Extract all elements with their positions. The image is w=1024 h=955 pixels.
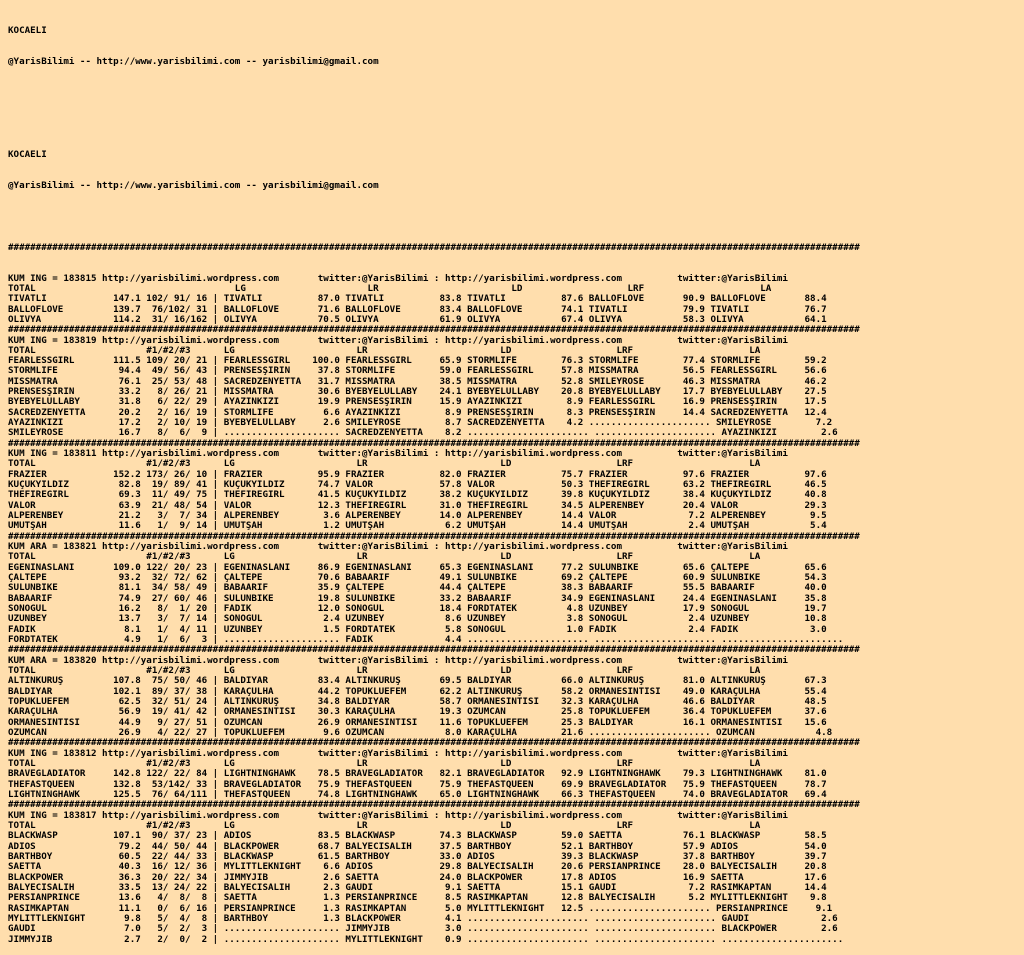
result-line: KUM ING = 183815 http://yarisbilimi.wordpress.com twitter:@YarisBilimi : http://yarisbilimi.wordpress.com twitter:@YarisBilimi (8, 273, 788, 284)
result-line: VALOR 63.9 21/ 48/ 54 | VALOR 12.3 THEFIREGIRL 31.0 THEFIREGIRL 34.5 ALPERENBEY 20.4 VALOR 29.3 (8, 500, 827, 511)
result-line: KUM ING = 183817 http://yarisbilimi.wordpress.com twitter:@YarisBilimi : http://yarisbilimi.wordpress.com twitter:@YarisBilimi (8, 810, 788, 821)
result-line: KUM ING = 183812 http://yarisbilimi.wordpress.com twitter:@YarisBilimi : http://yarisbilimi.wordpress.com twitter:@YarisBilimi (8, 748, 788, 759)
result-line: TOTAL #1/#2/#3 LG LR LD LRF LA (8, 459, 761, 470)
result-line: GAUDI 7.0 5/ 2/ 3 | ..................... JIMMYJIB 3.0 ...................... ...................... BLACKPOWER 2.6 (8, 924, 838, 935)
result-line: KUM ING = 183811 http://yarisbilimi.wordpress.com twitter:@YarisBilimi : http://yarisbilimi.wordpress.com twitter:@YarisBilimi (8, 449, 788, 460)
result-line: STORMLIFE 94.4 49/ 56/ 43 | PRENSESŞİRİN 37.8 STORMLIFE 59.0 FEARLESSGIRL 57.8 MISSMATRA 56.5 FEARLESSGIRL 56.6 (8, 366, 827, 377)
result-line: ########################################################################################################################################################## (8, 645, 860, 656)
result-line: TOTAL #1/#2/#3 LG LR LD LRF LA (8, 552, 761, 563)
result-line: BLACKPOWER 36.3 20/ 22/ 34 | JIMMYJIB 2.6 SAETTA 24.0 BLACKPOWER 17.8 ADIOS 16.9 SAETTA 17.6 (8, 872, 827, 883)
result-line: KUM ARA = 183821 http://yarisbilimi.wordpress.com twitter:@YarisBilimi : http://yarisbilimi.wordpress.com twitter:@YarisBilimi (8, 542, 788, 553)
result-line: EGENİNASLANI 109.0 122/ 20/ 23 | EGENİNASLANI 86.9 EGENİNASLANI 65.3 EGENİNASLANI 77.2 SULUNBİKE 65.6 ÇALTEPE 65.6 (8, 562, 827, 573)
result-line: BALDIYAR 102.1 89/ 37/ 38 | KARAÇULHA 44.2 TOPUKLUEFEM 62.2 ALTINKURUŞ 58.2 ORMANESİNTİSİ 49.0 KARAÇULHA 55.4 (8, 686, 827, 697)
separator-line: ########################################################################################################################################################## (8, 242, 860, 253)
result-line: ########################################################################################################################################################## (8, 800, 860, 811)
result-line: FORDTATEK 4.9 1/ 6/ 3 | ..................... FADİK 4.4 ...................... ...................... ...................... (8, 635, 844, 646)
result-line: THEFIREGIRL 69.3 11/ 49/ 75 | THEFIREGIRL 41.5 KUÇUKYILDIZ 38.2 KUÇUKYILDIZ 39.8 KUÇUKYILDIZ 38.4 KUÇUKYILDIZ 40.8 (8, 490, 827, 501)
contact-line: @YarisBilimi -- http://www.yarisbilimi.com -- yarisbilimi@gmail.com (8, 180, 379, 191)
result-line: TOTAL #1/#2/#3 LG LR LD LRF LA (8, 666, 761, 676)
result-line: RASIMKAPTAN 11.1 0/ 6/ 16 | PERSIANPRINCE 1.3 RASIMKAPTAN 5.0 MYLITTLEKNIGHT 12.5 ...................... PERSIANPRINCE 9.1 (8, 903, 833, 914)
race-tables (8, 274, 1024, 945)
result-line: FADİK 8.1 1/ 4/ 11 | UZUNBEY 1.5 FORDTATEK 5.8 SONOGUL 1.0 FADİK 2.4 FADİK 3.0 (8, 624, 827, 635)
result-line: SMILEYROSE 16.7 8/ 6/ 9 | ..................... SACREDZENYETTA 8.2 ...................... ...................... AYAZINKIZI 2.6 (8, 428, 838, 439)
result-line: MYLITTLEKNIGHT 9.8 5/ 4/ 8 | BARTHBOY 1.3 BLACKPOWER 4.1 ...................... ...................... GAUDI 2.6 (8, 913, 838, 924)
result-line: ########################################################################################################################################################## (8, 738, 860, 749)
result-line: BABAARİF 74.9 27/ 60/ 46 | SULUNBİKE 19.8 SULUNBİKE 33.2 BABAARİF 34.9 EGENİNASLANI 24.4 EGENİNASLANI 35.8 (8, 593, 827, 604)
result-line: FRAZIER 152.2 173/ 26/ 10 | FRAZIER 95.9 FRAZIER 82.0 FRAZIER 75.7 FRAZIER 97.6 FRAZIER 97.6 (8, 469, 827, 480)
result-line: TOTAL LG LR LD LRF LA (8, 283, 772, 294)
result-line: MISSMATRA 76.1 25/ 53/ 48 | SACREDZENYETTA 31.7 MISSMATRA 38.5 MISSMATRA 52.8 SMILEYROSE 46.3 MISSMATRA 46.2 (8, 376, 827, 387)
city-title: KOCAELI (8, 149, 47, 160)
result-line: KUM ARA = 183820 http://yarisbilimi.wordpress.com twitter:@YarisBilimi : http://yarisbilimi.wordpress.com twitter:@YarisBilimi (8, 655, 788, 666)
result-line: LIGHTNINGHAWK 125.5 76/ 64/111 | THEFASTQUEEN 74.8 LIGHTNINGHAWK 65.0 LIGHTNINGHAWK 66.3 THEFASTQUEEN 74.0 BRAVEGLADIATOR 69.4 (8, 789, 827, 800)
result-line: TOTAL #1/#2/#3 LG LR LD LRF LA (8, 345, 761, 356)
result-line: SACREDZENYETTA 20.2 2/ 16/ 19 | STORMLIFE 6.6 AYAZINKIZI 8.9 PRENSESŞİRİN 8.3 PRENSESŞİRİN 14.4 SACREDZENYETTA 12.4 (8, 407, 827, 418)
result-line: ÖZUMCAN 26.9 4/ 22/ 27 | TOPUKLUEFEM 9.6 ÖZUMCAN 8.0 KARAÇULHA 21.6 ...................... ÖZUMCAN 4.8 (8, 727, 833, 738)
result-line: SULUNBİKE 81.1 34/ 58/ 49 | BABAARİF 35.9 ÇALTEPE 44.4 ÇALTEPE 38.3 BABAARİF 55.5 BABAARİF 40.0 (8, 583, 827, 594)
result-line: ALTINKURUŞ 107.8 75/ 50/ 46 | BALDIYAR 83.4 ALTINKURUŞ 69.5 BALDIYAR 66.0 ALTINKURUŞ 81.0 ALTINKURUŞ 67.3 (8, 676, 827, 687)
result-line: ########################################################################################################################################################## (8, 531, 860, 542)
result-line: BALYECİSALİH 33.5 13/ 24/ 22 | BALYECİSALİH 2.3 GAUDI 9.1 SAETTA 15.1 GAUDI 7.2 RASIMKAPTAN 14.4 (8, 882, 827, 893)
result-line: TOPUKLUEFEM 62.5 32/ 51/ 24 | ALTINKURUŞ 34.8 BALDIYAR 58.7 ORMANESİNTİSİ 32.3 KARAÇULHA 46.6 BALDIYAR 48.5 (8, 696, 827, 707)
result-line: ORMANESİNTİSİ 44.9 9/ 27/ 51 | ÖZUMCAN 26.9 ORMANESİNTİSİ 11.6 TOPUKLUEFEM 25.3 BALDIYAR 16.1 ORMANESİNTİSİ 15.6 (8, 717, 827, 728)
result-line: OLIVYA 114.2 31/ 16/162 | OLIVYA 70.5 OLIVYA 61.9 OLIVYA 67.4 OLIVYA 58.3 OLIVYA 64.1 (8, 314, 827, 325)
result-line: KUÇUKYILDIZ 82.8 19/ 89/ 41 | KUÇUKYILDIZ 74.7 VALOR 57.8 VALOR 50.3 THEFIREGIRL 63.2 THEFIREGIRL 46.5 (8, 480, 827, 491)
result-line: UZUNBEY 13.7 3/ 7/ 14 | SONOGUL 2.4 UZUNBEY 8.6 UZUNBEY 3.8 SONOGUL 2.4 UZUNBEY 10.8 (8, 614, 827, 625)
result-line: ADIOS 79.2 44/ 50/ 44 | BLACKPOWER 68.7 BALYECİSALİH 37.5 BARTHBOY 52.1 BARTHBOY 57.9 ADIOS 54.0 (8, 841, 827, 852)
result-line: SONOGUL 16.2 8/ 1/ 20 | FADİK 12.0 SONOGUL 18.4 FORDTATEK 4.8 UZUNBEY 17.9 SONOGUL 19.7 (8, 604, 827, 615)
result-line: BRAVEGLADIATOR 142.8 122/ 22/ 84 | LIGHTNINGHAWK 78.5 BRAVEGLADIATOR 82.1 BRAVEGLADIATOR 92.9 LIGHTNINGHAWK 79.3 LIGHTNINGHAWK 81.0 (8, 769, 827, 780)
result-line: THEFASTQUEEN 132.8 53/142/ 33 | BRAVEGLADIATOR 75.9 THEFASTQUEEN 75.9 THEFASTQUEEN 69.9 BRAVEGLADIATOR 75.9 THEFASTQUEEN 78.7 (8, 779, 827, 790)
result-line: TOTAL #1/#2/#3 LG LR LD LRF LA (8, 758, 761, 769)
result-line: ALPERENBEY 21.2 3/ 7/ 34 | ALPERENBEY 3.6 ALPERENBEY 14.0 ALPERENBEY 14.4 VALOR 7.2 ALPERENBEY 9.5 (8, 511, 827, 522)
blank-line (8, 88, 1024, 98)
result-line: PERSIANPRINCE 13.6 4/ 8/ 8 | SAETTA 1.3 PERSIANPRINCE 8.5 RASIMKAPTAN 12.8 BALYECİSALİH 5.2 MYLITTLEKNIGHT 9.8 (8, 893, 827, 904)
result-line: TIVATLI 147.1 102/ 91/ 16 | TIVATLI 87.0 TIVATLI 83.8 TIVATLI 87.6 BALLOFLOVE 90.9 BALLOFLOVE 88.4 (8, 294, 827, 305)
result-line: FEARLESSGIRL 111.5 109/ 20/ 21 | FEARLESSGIRL 100.0 FEARLESSGIRL 65.9 STORMLIFE 76.3 STORMLIFE 77.4 STORMLIFE 59.2 (8, 356, 827, 367)
result-line: TOTAL #1/#2/#3 LG LR LD LRF LA (8, 820, 761, 831)
result-line: PRENSESŞİRİN 33.2 8/ 26/ 21 | MISSMATRA 30.6 BYEBYELULLABY 24.1 BYEBYELULLABY 20.8 BYEBYELULLABY 17.7 BYEBYELULLABY 27.5 (8, 387, 827, 398)
result-line: ########################################################################################################################################################## (8, 325, 860, 336)
result-line: SAETTA 40.3 16/ 12/ 36 | MYLITTLEKNIGHT 6.6 ADIOS 29.8 BALYECİSALİH 20.6 PERSIANPRINCE 28.0 BALYECİSALİH 20.8 (8, 862, 827, 873)
result-line: KARAÇULHA 56.9 19/ 41/ 42 | ORMANESİNTİSİ 30.3 KARAÇULHA 19.3 ÖZUMCAN 25.8 TOPUKLUEFEM 36.4 TOPUKLUEFEM 37.6 (8, 707, 827, 718)
result-line: UMUTŞAH 11.6 1/ 9/ 14 | UMUTŞAH 1.2 UMUTŞAH 6.2 UMUTŞAH 14.4 UMUTŞAH 2.4 UMUTŞAH 5.4 (8, 521, 827, 532)
result-line: KUM ING = 183819 http://yarisbilimi.wordpress.com twitter:@YarisBilimi : http://yarisbilimi.wordpress.com twitter:@YarisBilimi (8, 335, 788, 346)
result-line: ÇALTEPE 93.2 32/ 72/ 62 | ÇALTEPE 70.6 BABAARİF 49.1 SULUNBİKE 69.2 ÇALTEPE 60.9 SULUNBİKE 54.3 (8, 573, 827, 584)
result-line: AYAZINKIZI 17.2 2/ 10/ 19 | BYEBYELULLABY 2.6 SMILEYROSE 8.7 SACREDZENYETTA 4.2 ...................... SMILEYROSE 7.2 (8, 418, 833, 429)
result-line: ########################################################################################################################################################## (8, 438, 860, 449)
result-line: JIMMYJIB 2.7 2/ 0/ 2 | ..................... MYLITTLEKNIGHT 0.9 ...................... ...................... ...................... (8, 934, 844, 945)
result-line: BALLOFLOVE 139.7 76/102/ 31 | BALLOFLOVE 71.6 BALLOFLOVE 83.4 BALLOFLOVE 74.1 TIVATLI 79.9 TIVATLI 76.7 (8, 304, 827, 315)
result-line: BARTHBOY 60.5 22/ 44/ 33 | BLACKWASP 61.5 BARTHBOY 33.0 ADIOS 39.3 BLACKWASP 37.8 BARTHBOY 39.7 (8, 851, 827, 862)
result-line: BLACKWASP 107.1 90/ 37/ 23 | ADIOS 83.5 BLACKWASP 74.3 BLACKWASP 59.0 SAETTA 76.1 BLACKWASP 58.5 (8, 831, 827, 842)
blank-line (8, 212, 1024, 222)
result-line: BYEBYELULLABY 31.8 6/ 22/ 29 | AYAZINKIZI 19.9 PRENSESŞİRİN 15.9 AYAZINKIZI 8.9 FEARLESSGIRL 16.9 PRENSESŞİRİN 17.5 (8, 397, 827, 408)
blank-line (8, 119, 1024, 129)
city-title: KOCAELI (8, 25, 47, 36)
contact-line: @YarisBilimi -- http://www.yarisbilimi.com -- yarisbilimi@gmail.com (8, 56, 379, 67)
